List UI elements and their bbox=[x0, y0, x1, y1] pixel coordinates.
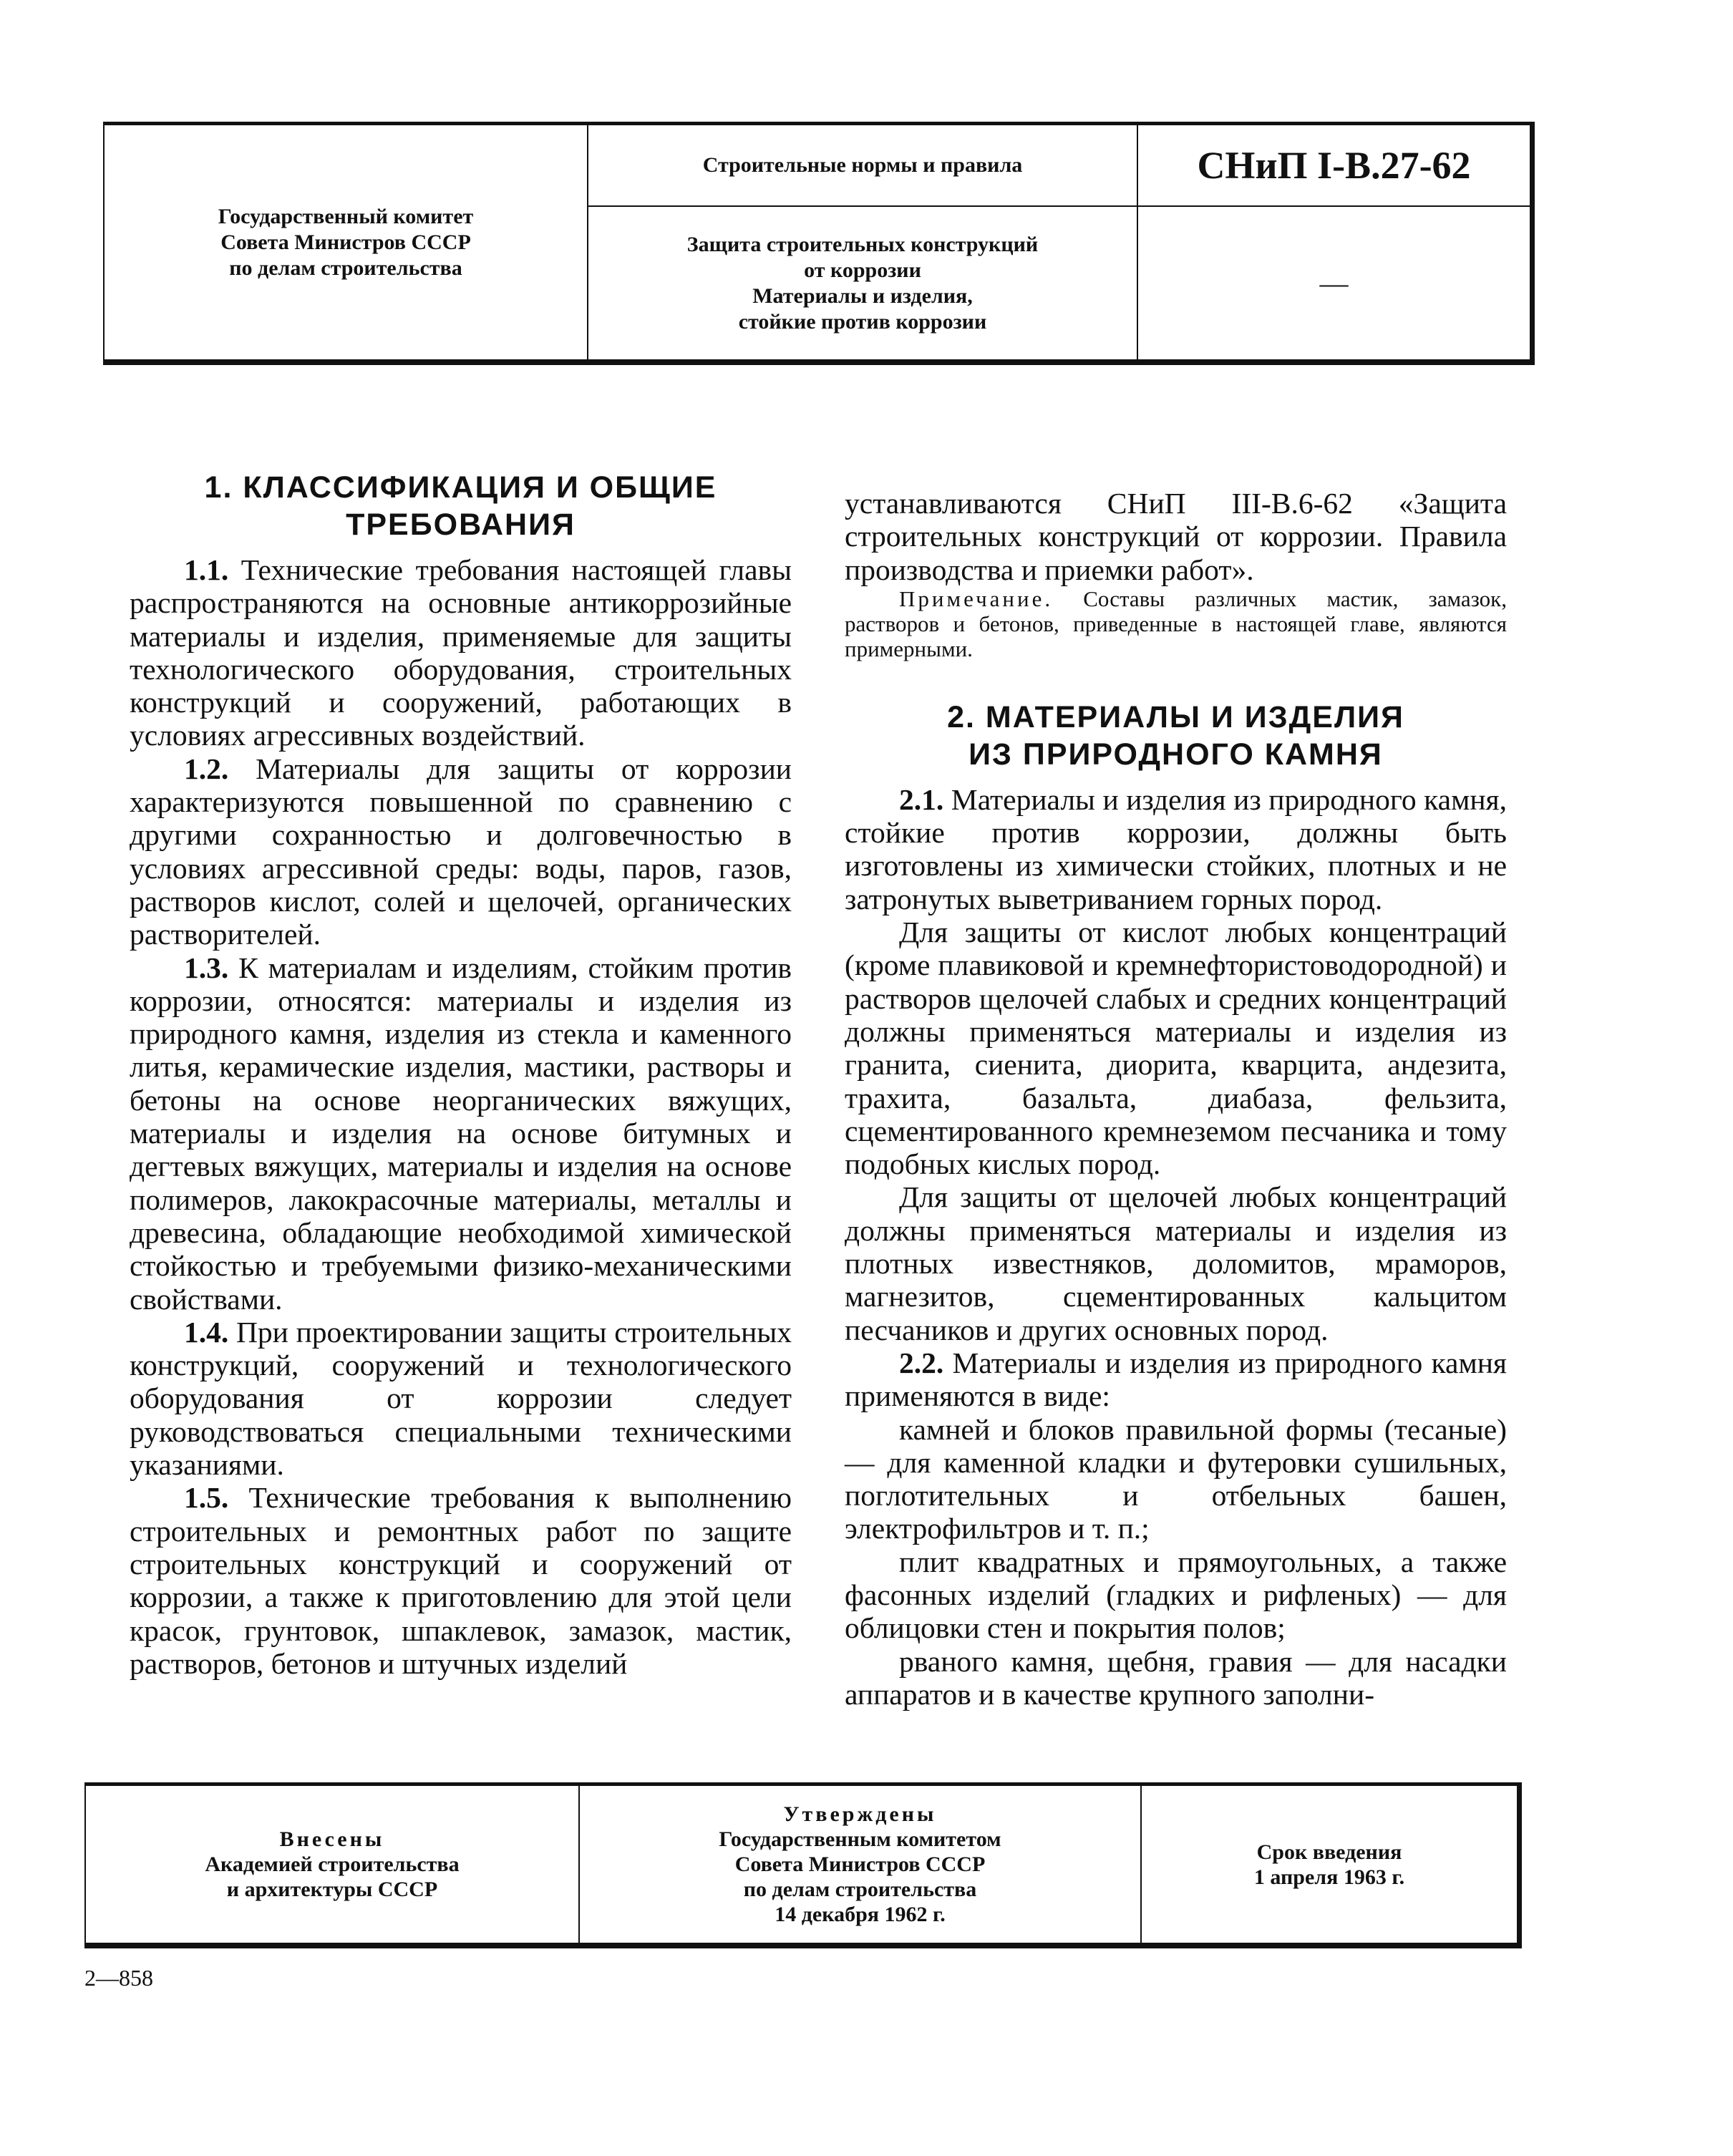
approved-cell bbox=[580, 1786, 1142, 1943]
introduced-by-line: и архитектуры СССР bbox=[226, 1878, 438, 1901]
paragraph-text: Технические требования настоящей главы распространяются на основные антикоррозийные материалы и изделия, применяемые для защиты технологического оборудования, строительных конструкций и сооружений, работающих в условиях агрессивных воздействий. bbox=[130, 553, 792, 752]
paragraph-2-2 bbox=[845, 1346, 1507, 1413]
heading-line: 1. КЛАССИФИКАЦИЯ И ОБЩИЕ bbox=[204, 470, 717, 505]
committee-line: по делам строительства bbox=[229, 256, 462, 280]
approved-by-line: Совета Министров СССР bbox=[734, 1852, 986, 1876]
left-column bbox=[130, 469, 792, 1680]
committee-line: Совета Министров СССР bbox=[220, 230, 471, 254]
paragraph-alkali: Для защиты от щелочей любых концентраций должны применяться материалы и изделия из плотных известняков, доломитов, мраморов, магнезитов, сцементированных кальцитом песчаников и других основных пород. bbox=[845, 1180, 1507, 1346]
paragraph-text: При проектировании защиты строительных конструкций, сооружений и технологического оборудования от коррозии следует руководствоваться специальными техническими указаниями. bbox=[130, 1315, 792, 1482]
introduced-cell bbox=[86, 1786, 580, 1943]
code-cell bbox=[1138, 125, 1530, 359]
paragraph-number: 2.1. bbox=[899, 782, 944, 816]
document-code: СНиП I-В.27-62 bbox=[1197, 144, 1471, 187]
approved-by-line: по делам строительства bbox=[743, 1878, 977, 1901]
effective-cell bbox=[1142, 1786, 1517, 1943]
paragraph-text: К материалам и изделиям, стойким против коррозии, относятся: материалы и изделия из природного камня, изделия из стекла и каменного литья, керамические изделия, мастики, растворы и бетоны на основе неорганических вяжущих, материалы и изделия на основе битумных и дегтевых вяжущих, материалы и изделия на основе полимеров, лакокрасочные материалы, металлы и древесина, обладающие необходимой химической стойкостью и требуемыми физико-механическими свойствами. bbox=[130, 951, 792, 1316]
list-item: плит квадратных и прямоугольных, а также фасонных изделий (гладких и рифленых) — для облицовки стен и покрытия полов; bbox=[845, 1545, 1507, 1645]
heading-line: 2. МАТЕРИАЛЫ И ИЗДЕЛИЯ bbox=[947, 699, 1404, 734]
paragraph-number: 1.2. bbox=[184, 752, 229, 785]
list-item: камней и блоков правильной формы (тесаные) — для каменной кладки и футеровки сушильных, поглотительных и отбельных башен, электрофильтров и т. п.; bbox=[845, 1412, 1507, 1545]
paragraph-number: 1.1. bbox=[184, 553, 229, 586]
committee-line: Государственный комитет bbox=[218, 204, 474, 228]
introduced-label: Внесены bbox=[279, 1827, 385, 1851]
paragraph-number: 1.4. bbox=[184, 1315, 229, 1349]
title-line: стойкие против коррозии bbox=[738, 309, 987, 334]
paragraph-2-1 bbox=[845, 783, 1507, 916]
paragraph-1-1 bbox=[130, 553, 792, 752]
paragraph-text: Материалы для защиты от коррозии характеризуются повышенной по сравнению с другими сохранностью и долговечностью в условиях агрессивной среды: воды, паров, газов, растворов кислот, солей и щелочей, органических растворителей. bbox=[130, 752, 792, 951]
note bbox=[845, 586, 1507, 661]
list-item: рваного камня, щебня, гравия — для насадки аппаратов и в качестве крупного заполни- bbox=[845, 1644, 1507, 1711]
right-column bbox=[845, 487, 1507, 1711]
title-line: Материалы и изделия, bbox=[752, 283, 973, 308]
paragraph-1-5 bbox=[130, 1481, 792, 1680]
section-1-heading bbox=[130, 469, 792, 543]
approved-date: 14 декабря 1962 г. bbox=[775, 1903, 946, 1926]
continuation-text: устанавливаются СНиП III-В.6-62 «Защита строительных конструкций от коррозии. Правила производства и приемки работ». bbox=[845, 487, 1507, 586]
approved-label: Утверждены bbox=[783, 1802, 937, 1826]
paragraph-text: Технические требования к выполнению строительных и ремонтных работ по защите строительных конструкций и сооружений от коррозии, а также к приготовлению для этой цели красок, грунтовок, шпаклевок, замазок, мастик, растворов, бетонов и штучных изделий bbox=[130, 1481, 792, 1680]
series-name: Строительные нормы и правила bbox=[702, 153, 1023, 177]
introduced-by-line: Академией строительства bbox=[205, 1852, 460, 1876]
section-2-heading bbox=[845, 699, 1507, 773]
paragraph-1-4 bbox=[130, 1316, 792, 1481]
committee-name bbox=[218, 204, 474, 281]
paragraph-number: 1.3. bbox=[184, 951, 229, 984]
replaces-value: — bbox=[1319, 267, 1349, 299]
title-cell bbox=[588, 125, 1138, 359]
paragraph-1-2 bbox=[130, 752, 792, 951]
paragraph-text: Материалы и изделия из природного камня, стойкие против коррозии, должны быть изготовлены из химически стойких, плотных и не затронутых выветриванием горных пород. bbox=[845, 782, 1507, 916]
heading-line: ИЗ ПРИРОДНОГО КАМНЯ bbox=[969, 737, 1383, 772]
header-box bbox=[103, 122, 1535, 365]
document-title bbox=[687, 232, 1038, 335]
paragraph-number: 2.2. bbox=[899, 1346, 944, 1379]
paragraph-acid: Для защиты от кислот любых концентраций (кроме плавиковой и кремнефтористоводородной) и растворов щелочей слабых и средних концентраций должны применяться материалы и изделия из гранита, сиенита, диорита, кварцита, андезита, трахита, базальта, диабаза, фельзита, сцементированного кремнеземом песчаника и тому подобных кислых пород. bbox=[845, 916, 1507, 1181]
title-line: Защита строительных конструкций bbox=[686, 232, 1039, 256]
paragraph-text: Материалы и изделия из природного камня применяются в виде: bbox=[845, 1346, 1507, 1413]
heading-line: ТРЕБОВАНИЯ bbox=[346, 508, 576, 542]
effective-date: 1 апреля 1963 г. bbox=[1253, 1865, 1405, 1889]
note-label: Примечание. bbox=[899, 586, 1054, 611]
footer-box bbox=[84, 1782, 1522, 1948]
approved-by-line: Государственным комитетом bbox=[719, 1827, 1001, 1851]
paragraph-1-3 bbox=[130, 951, 792, 1316]
page-number: 2—858 bbox=[84, 1965, 153, 1991]
paragraph-number: 1.5. bbox=[184, 1481, 229, 1515]
committee-cell bbox=[105, 125, 588, 359]
effective-label: Срок введения bbox=[1256, 1840, 1402, 1864]
note-text: Составы различных мастик, замазок, растворов и бетонов, приведенные в настоящей главе, являются примерными. bbox=[845, 586, 1507, 661]
title-line: от коррозии bbox=[804, 258, 921, 282]
